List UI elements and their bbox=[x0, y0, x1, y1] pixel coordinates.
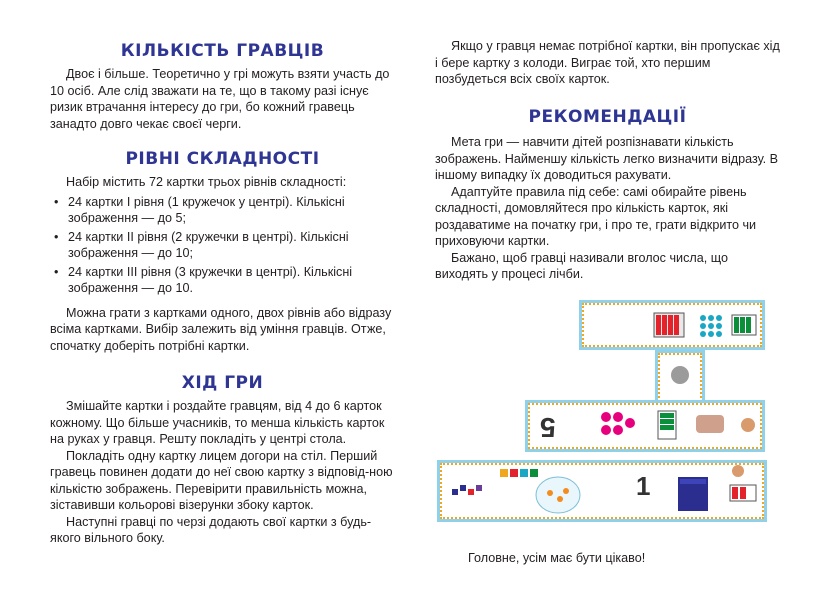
card-middle-row-art bbox=[528, 403, 762, 449]
levels-section bbox=[50, 148, 395, 354]
levels-intro: Набір містить 72 картки трьох рівнів складності: bbox=[66, 175, 347, 189]
skip-turn-text: Якщо у гравця немає потрібної картки, він пропускає хід і бере картку з колоди. Виграє той, хто першим позбудеться всіх своїх карток. bbox=[435, 39, 780, 86]
cards-illustration bbox=[437, 300, 767, 532]
recommendations-section bbox=[435, 106, 780, 283]
moves-section bbox=[50, 372, 395, 547]
list-item: • 24 картки III рівня (3 кружечки в центрі). Кількісні зображення — до 10. bbox=[50, 264, 395, 297]
recommendations-text-3: Бажано, щоб гравці називали вголос числа, що виходять у процесі лічби. bbox=[435, 250, 728, 281]
card-top bbox=[579, 300, 765, 350]
card-bottom-art bbox=[440, 463, 764, 519]
card-bottom bbox=[437, 460, 767, 522]
moves-text-3: Наступні гравці по черзі додають свої картки з будь-якого вільного боку. bbox=[50, 514, 372, 545]
players-section bbox=[50, 40, 395, 132]
recommendations-heading: РЕКОМЕНДАЦІЇ bbox=[528, 107, 687, 127]
card-middle-row bbox=[525, 400, 765, 452]
card-number: 1 bbox=[636, 471, 651, 501]
moves-heading: ХІД ГРИ bbox=[181, 373, 264, 393]
levels-heading: РІВНІ СКЛАДНОСТІ bbox=[125, 149, 320, 169]
moves-text-2: Покладіть одну картку лицем догори на стіл. Перший гравець повинен додати до неї свою картку з відповід-ною кількістю зображень. Перевірити правильність можна, зіставивши кольорові візерунки збоку карток. bbox=[50, 448, 393, 512]
card-number: 5 bbox=[540, 412, 556, 443]
recommendations-text-1: Мета гри — навчити дітей розпізнавати кількість зображень. Найменшу кількість легко визначити відразу. В іншому випадку їх доводиться рахувати. bbox=[435, 135, 779, 182]
moves-text-1: Змішайте картки і роздайте гравцям, від 4 до 6 карток кожному. Що більше учасників, то менша кількість карток на руках у гравця. Решту покладіть у центрі стола. bbox=[50, 399, 385, 446]
levels-list bbox=[50, 194, 395, 297]
players-text: Двоє і більше. Теоретично у грі можуть взяти участь до 10 осіб. Але слід зважати на те, що в такому разі існує ризик втрачання інтересу до гри, бо кожний гравець занадто довго чекає своєї черги. bbox=[50, 67, 390, 131]
levels-play-text: Можна грати з картками одного, двох рівнів або відразу всіма картками. Вибір залежить від уміння гравців. Отже, спочатку доберіть потрібні картки. bbox=[50, 305, 392, 353]
list-item: • 24 картки II рівня (2 кружечки в центрі). Кількісні зображення — до 10; bbox=[50, 229, 395, 262]
players-heading: КІЛЬКІСТЬ ГРАВЦІВ bbox=[120, 41, 325, 61]
recommendations-text-2: Адаптуйте правила під себе: самі обирайте рівень складності, домовляйтеся про кількість карток, які роздаватиме на початку гри, і про те, грати відкрито чи приховуючи картки. bbox=[435, 184, 757, 248]
list-item: • 24 картки I рівня (1 кружечок у центрі). Кількісні зображення — до 5; bbox=[50, 194, 395, 227]
card-top-art bbox=[582, 303, 762, 347]
closing-text: Головне, усім має бути цікаво! bbox=[468, 551, 646, 565]
